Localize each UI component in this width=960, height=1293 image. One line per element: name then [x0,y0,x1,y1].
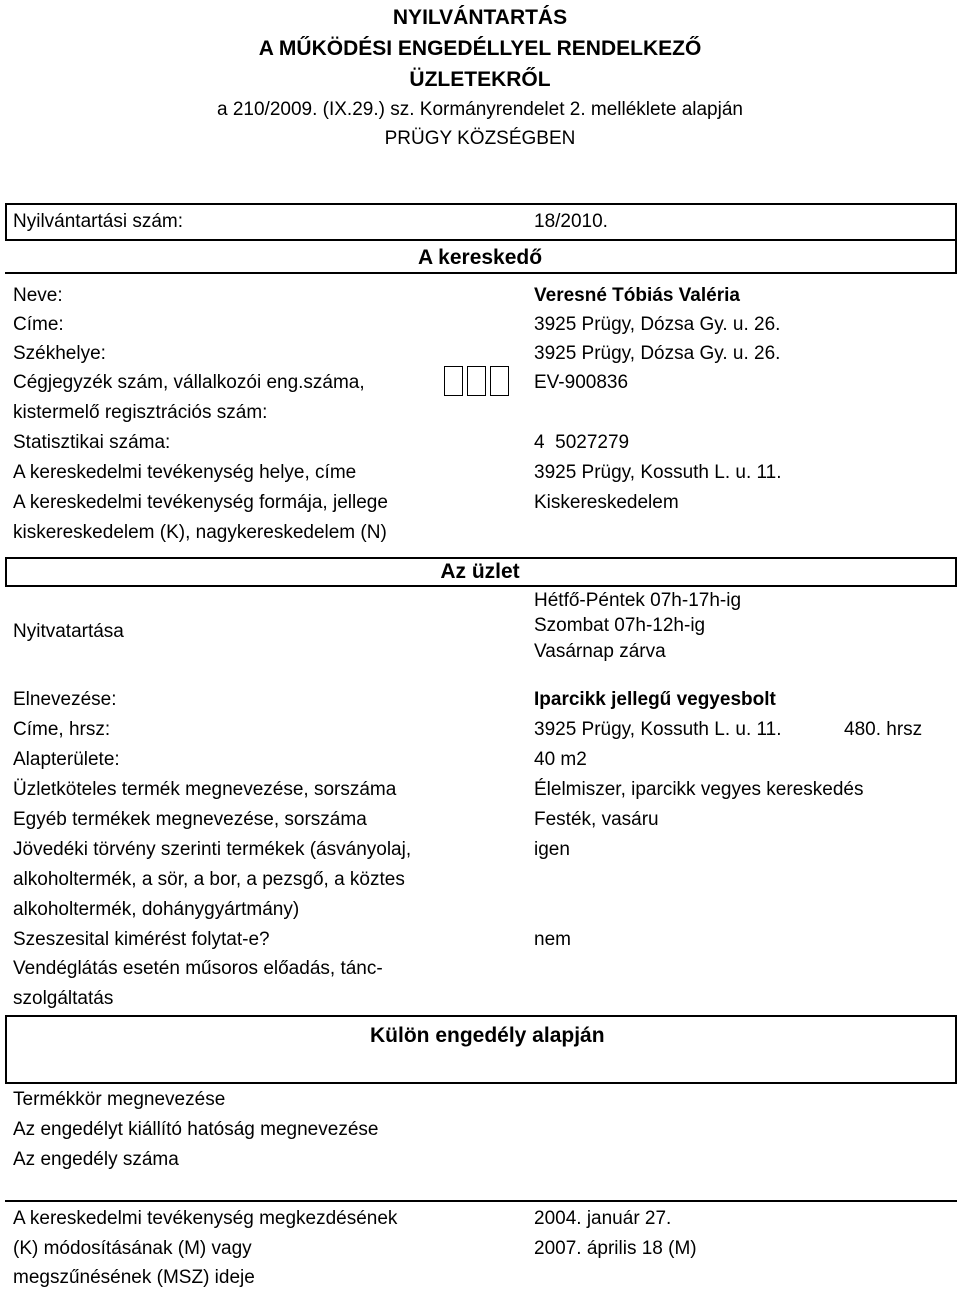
shop-address-label: Címe, hrsz: [13,719,111,740]
spirits-value: nem [534,929,571,950]
digit-box-2 [467,366,486,396]
subtitle: a 210/2009. (IX.29.) sz. Kormányrendelet 2. melléklete alapján [217,99,743,120]
shop-hours-line-3: Vasárnap zárva [534,641,666,662]
other-products-value: Festék, vasáru [534,809,659,830]
merchant-name-value: Veresné Tóbiás Valéria [534,285,740,306]
frame-top [5,203,957,205]
activity-form-value: Kiskereskedelem [534,492,679,513]
frame-left-permit [5,1015,7,1084]
divider-permit-top [5,1015,957,1017]
title-line-1: NYILVÁNTARTÁS [392,6,568,29]
permit-section-title: Külön engedély alapján [370,1024,605,1047]
activity-place-value: 3925 Prügy, Kossuth L. u. 11. [534,462,782,483]
shop-area-label: Alapterülete: [13,749,120,770]
licensed-products-value: Élelmiszer, iparcikk vegyes kereskedés [534,779,864,800]
merchant-name-label: Neve: [13,285,63,306]
registration-label: Nyilvántartási szám: [13,211,183,232]
authority-label: Az engedélyt kiállító hatóság megnevezése [13,1119,379,1140]
activity-form-note: kiskereskedelem (K), nagykereskedelem (N) [13,522,387,543]
shop-name-label: Elnevezése: [13,689,117,710]
merchant-seat-value: 3925 Prügy, Dózsa Gy. u. 26. [534,343,781,364]
company-reg-value: EV-900836 [534,372,629,393]
divider-registration [5,239,957,241]
shop-hrsz-value: 480. hrsz [844,719,923,740]
activity-form-label: A kereskedelmi tevékenység formája, jellege [13,492,388,513]
merchant-section-title: A kereskedő [417,246,543,269]
registration-value: 18/2010. [534,211,608,232]
stat-label: Statisztikai száma: [13,432,171,453]
shop-area-value: 40 m2 [534,749,587,770]
licensed-products-label: Üzletköteles termék megnevezése, sorszáma [13,779,397,800]
dates-label-line-3: megszűnésének (MSZ) ideje [13,1267,255,1288]
merchant-address-value: 3925 Prügy, Dózsa Gy. u. 26. [534,314,781,335]
title-line-2: A MŰKÖDÉSI ENGEDÉLLYEL RENDELKEZŐ [258,37,702,60]
shop-hours-line-2: Szombat 07h-12h-ig [534,615,706,636]
excise-value: igen [534,839,570,860]
company-reg-label: Cégjegyzék szám, vállalkozói eng.száma, [13,372,365,393]
shop-hours-label: Nyitvatartása [13,621,124,642]
shop-hours-line-1: Hétfő-Péntek 07h-17h-ig [534,590,742,611]
hospitality-label-line-1: Vendéglátás esetén műsoros előadás, tánc- [13,958,383,979]
divider-dates [5,1200,957,1202]
activity-place-label: A kereskedelmi tevékenység helye, címe [13,462,357,483]
frame-right-permit [955,1015,957,1084]
spirits-label: Szeszesital kimérést folytat-e? [13,929,270,950]
title-line-3: ÜZLETEKRŐL [409,68,551,91]
merchant-seat-label: Székhelye: [13,343,106,364]
dates-label-line-2: (K) módosításának (M) vagy [13,1238,252,1259]
divider-merchant [5,272,957,274]
excise-label-line-2: alkoholtermék, a sör, a bor, a pezsgő, a köztes [13,869,405,890]
dates-label-line-1: A kereskedelmi tevékenység megkezdésének [13,1208,398,1229]
product-scope-label: Termékkör megnevezése [13,1089,226,1110]
farmer-reg-label: kistermelő regisztrációs szám: [13,402,268,423]
other-products-label: Egyéb termékek megnevezése, sorszáma [13,809,367,830]
digit-box-3 [490,366,509,396]
modify-date-value: 2007. április 18 (M) [534,1238,697,1259]
divider-shop-top [5,557,957,559]
merchant-address-label: Címe: [13,314,64,335]
location: PRÜGY KÖZSÉGBEN [384,128,576,149]
start-date-value: 2004. január 27. [534,1208,672,1229]
stat-value: 4 5027279 [534,432,630,453]
permit-number-label: Az engedély száma [13,1149,179,1170]
divider-shop-bottom [5,585,957,587]
frame-left-1 [5,203,7,241]
excise-label-line-3: alkoholtermék, dohánygyártmány) [13,899,300,920]
digit-box-1 [444,366,463,396]
hospitality-label-line-2: szolgáltatás [13,988,114,1009]
excise-label-line-1: Jövedéki törvény szerinti termékek (ásványolaj, [13,839,412,860]
divider-permit-bottom [5,1082,957,1084]
shop-name-value: Iparcikk jellegű vegyesbolt [534,689,776,710]
shop-address-value: 3925 Prügy, Kossuth L. u. 11. [534,719,782,740]
shop-section-title: Az üzlet [440,560,520,583]
